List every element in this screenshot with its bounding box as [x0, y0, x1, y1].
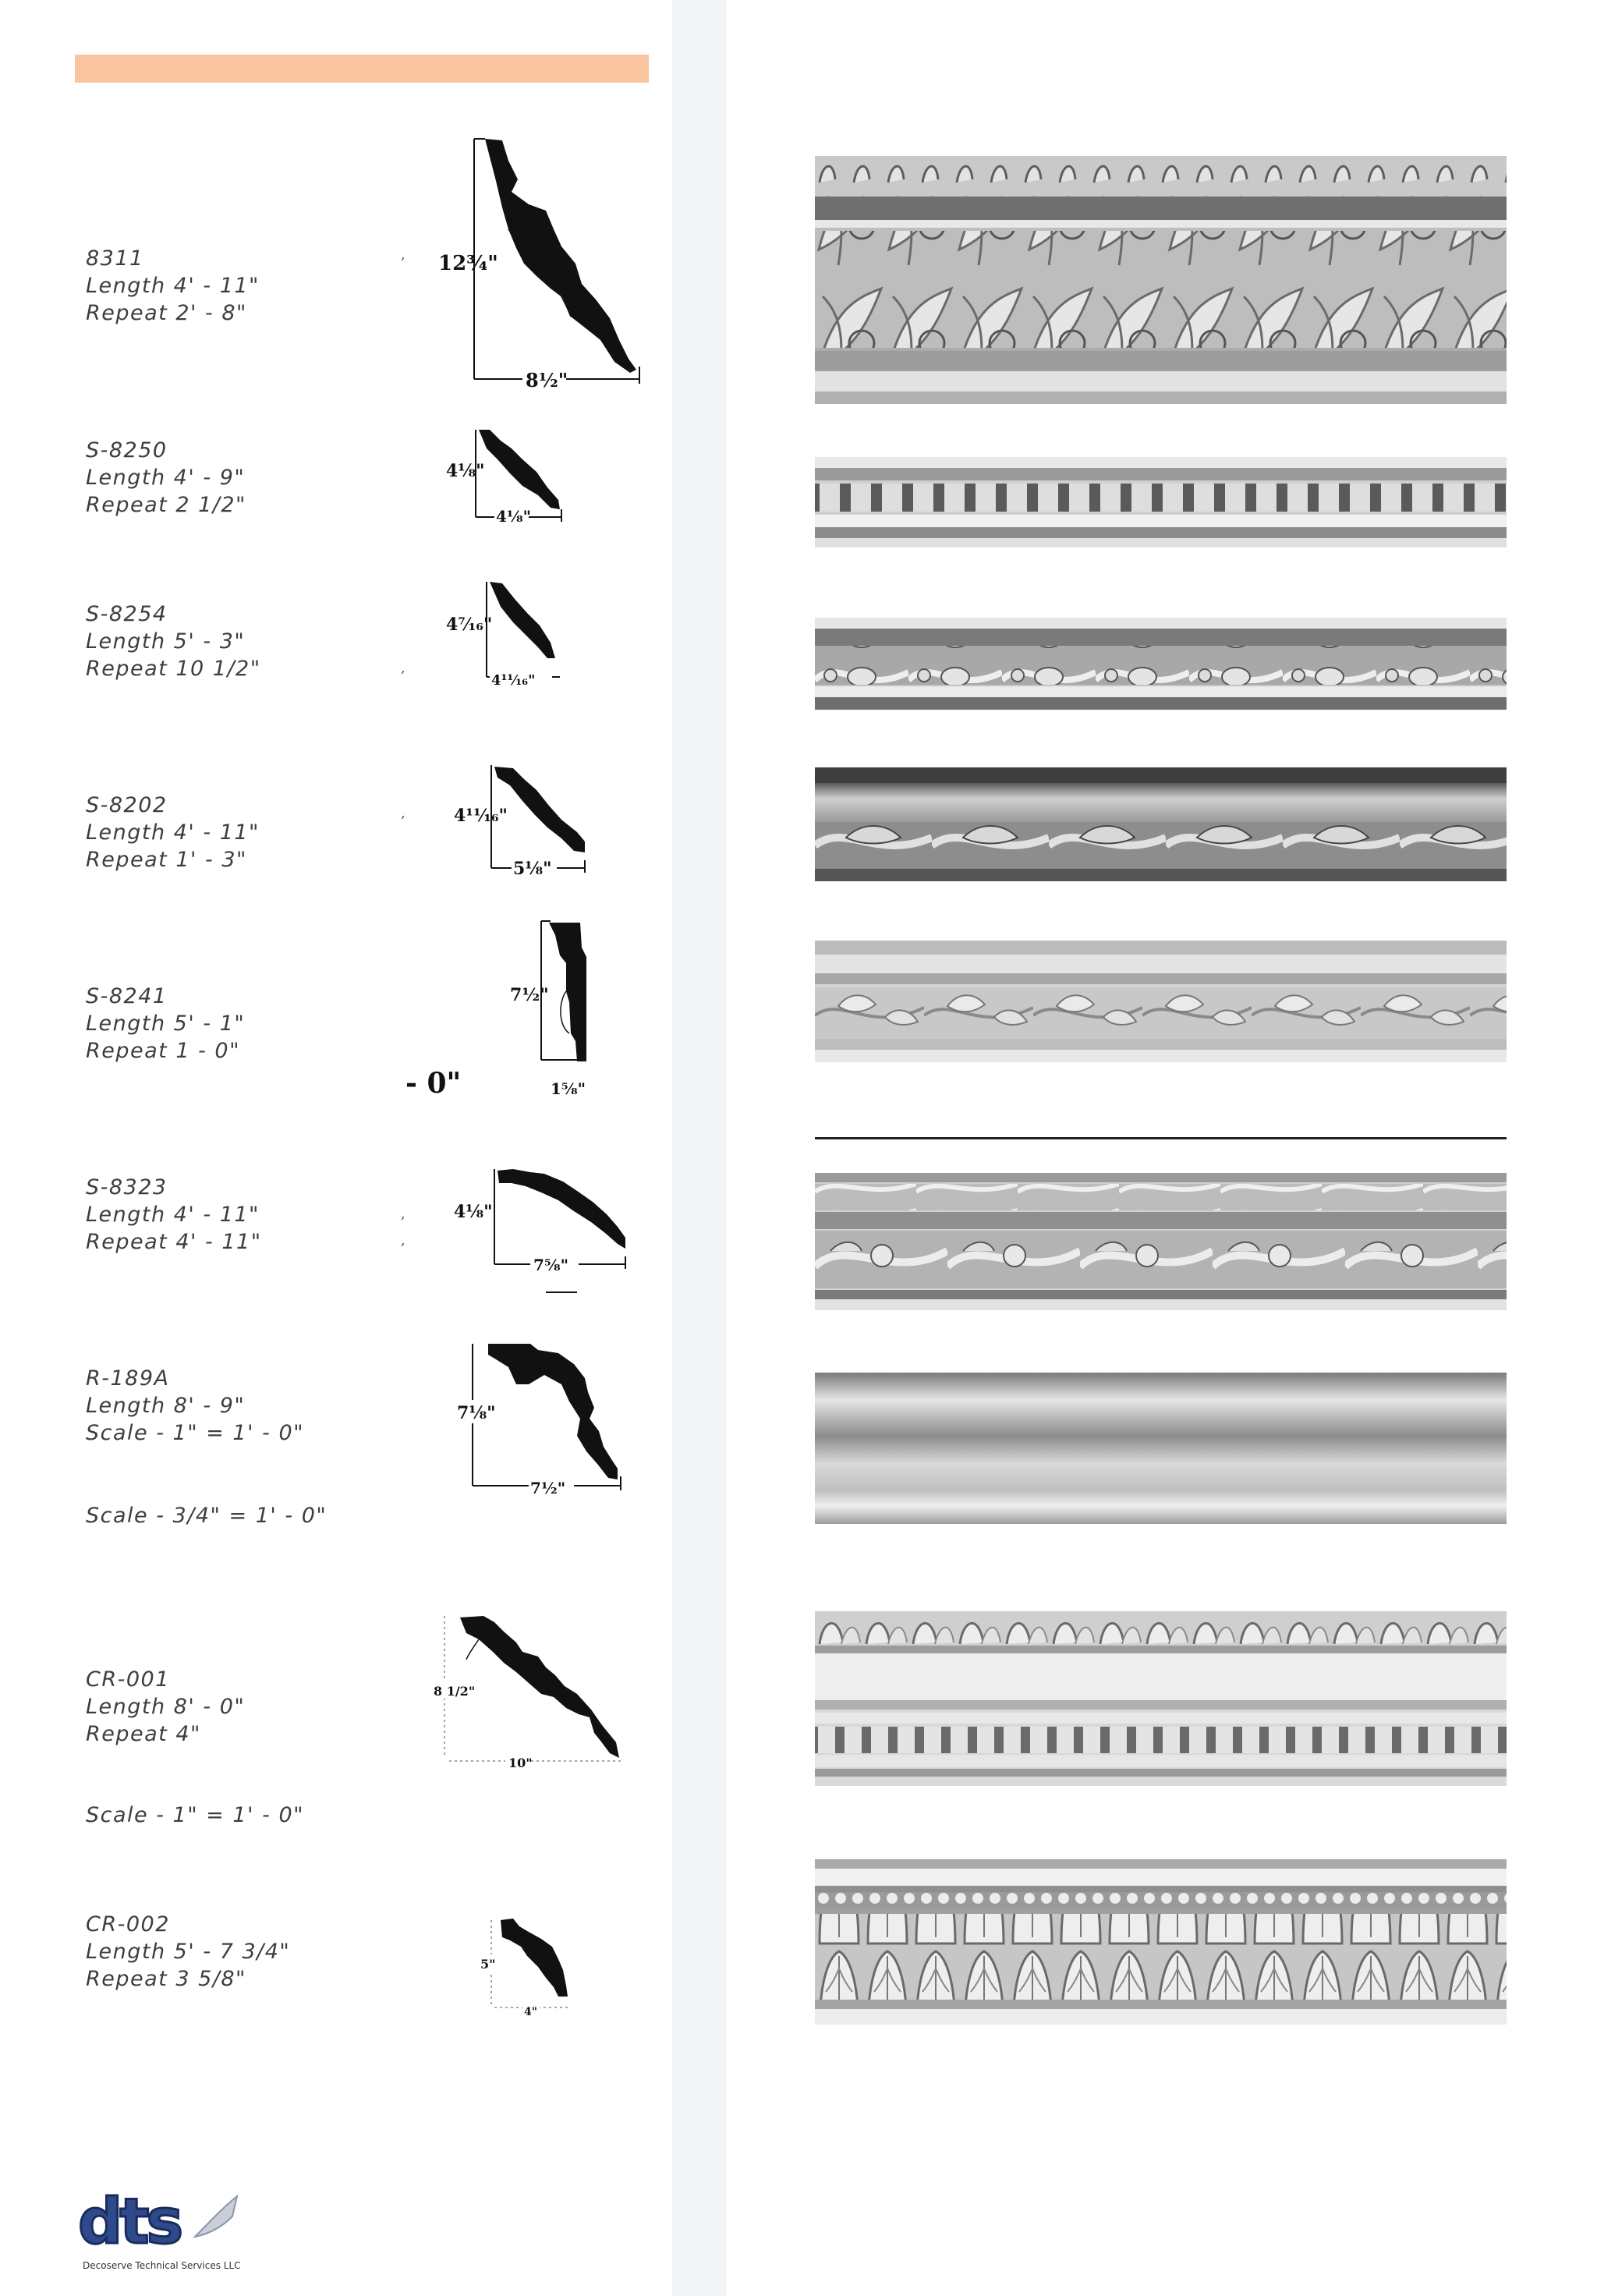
dimension-height: 7⅛" — [457, 1403, 496, 1423]
dimension-width: 4¹¹⁄₁₆" — [491, 672, 536, 689]
product-length: Length 5' - 3" — [86, 629, 246, 654]
product-code: CR-002 — [86, 1912, 170, 1936]
stray-tick: , — [401, 246, 405, 263]
product-length: Length 5' - 1" — [86, 1012, 246, 1036]
moulding-photo-graphic — [815, 618, 1507, 710]
product-length: Length 4' - 11" — [86, 820, 260, 845]
center-gutter — [672, 0, 727, 2296]
dimension-width: 8½" — [526, 369, 568, 392]
product-label-s8254 — [86, 601, 413, 682]
moulding-photo-cr002 — [815, 1859, 1507, 2025]
moulding-photo-s8241 — [815, 941, 1507, 1062]
profile-drawing-s8323 — [452, 1166, 639, 1283]
product-code: CR-001 — [86, 1667, 170, 1692]
product-code: S-8202 — [86, 793, 168, 817]
moulding-photo-graphic — [815, 1611, 1507, 1786]
dimension-height: 4⁷⁄₁₆" — [446, 615, 493, 635]
dimension-width: 10" — [508, 1756, 533, 1770]
profile-drawing-s8254 — [444, 577, 593, 694]
dimension-height: 12¾" — [438, 252, 498, 275]
scale-note-r189a: Scale - 3/4" = 1' - 0" — [86, 1504, 328, 1528]
product-label-s8323 — [86, 1174, 413, 1256]
product-label-8311 — [86, 245, 413, 327]
stray-tick: , — [401, 1232, 405, 1249]
product-repeat: Repeat 10 1/2" — [86, 657, 261, 681]
product-repeat: Repeat 4' - 11" — [86, 1230, 262, 1254]
moulding-photo-s8254 — [815, 618, 1507, 710]
product-scale: Scale - 1" = 1' - 0" — [86, 1421, 305, 1445]
dimension-width: 7½" — [530, 1479, 566, 1497]
product-length: Length 4' - 11" — [86, 1203, 260, 1227]
moulding-photo-s8250 — [815, 457, 1507, 547]
dimension-height: 8 1/2" — [434, 1684, 476, 1699]
logo-wordmark: dts — [78, 2185, 181, 2258]
scale-note-cr001: Scale - 1" = 1' - 0" — [86, 1803, 305, 1827]
dimension-height: 4¹¹⁄₁₆" — [454, 806, 508, 826]
moulding-photo-graphic — [815, 1373, 1507, 1524]
dimension-height: 7½" — [510, 985, 549, 1005]
dimension-height: 4⅛" — [446, 461, 485, 481]
product-code: S-8323 — [86, 1175, 168, 1199]
moulding-photo-r189a — [815, 1373, 1507, 1524]
product-label-cr002 — [86, 1911, 413, 1993]
product-length: Length 4' - 9" — [86, 466, 246, 490]
stray-dimension-text: - 0" — [405, 1067, 462, 1100]
logo-subtitle: Decoserve Technical Services LLC — [83, 2260, 241, 2271]
dimension-width: 7⅝" — [533, 1256, 569, 1274]
product-repeat: Repeat 1' - 3" — [86, 848, 247, 872]
stray-tick: , — [401, 660, 405, 676]
product-label-s8250 — [86, 437, 413, 519]
product-label-cr001 — [86, 1666, 413, 1748]
product-label-s8241 — [86, 983, 413, 1065]
moulding-photo-graphic — [815, 767, 1507, 881]
stray-tick: , — [401, 805, 405, 821]
profile-drawing-r189a — [452, 1338, 639, 1497]
moulding-photo-s8323 — [815, 1173, 1507, 1310]
company-logo — [75, 2185, 254, 2282]
product-code: R-189A — [86, 1366, 170, 1391]
dimension-width: 5⅛" — [513, 859, 552, 879]
moulding-photo-s8202 — [815, 767, 1507, 881]
profile-drawing-cr002 — [468, 1915, 593, 2017]
profile-drawing-s8241 — [510, 916, 608, 1104]
product-length: Length 4' - 11" — [86, 274, 260, 298]
moulding-photo-graphic — [815, 1173, 1507, 1310]
product-length: Length 5' - 7 3/4" — [86, 1940, 291, 1964]
product-label-r189a — [86, 1365, 413, 1447]
product-repeat: Repeat 3 5/8" — [86, 1967, 246, 1991]
section-divider — [815, 1137, 1507, 1139]
moulding-photo-graphic — [815, 1859, 1507, 2025]
dimension-width: 4⅛" — [496, 507, 532, 526]
product-repeat: Repeat 2 1/2" — [86, 493, 246, 517]
dimension-width: 1⅝" — [551, 1079, 586, 1098]
product-length: Length 8' - 0" — [86, 1695, 246, 1719]
product-length: Length 8' - 9" — [86, 1394, 246, 1418]
product-repeat: Repeat 2' - 8" — [86, 301, 247, 325]
logo-swoosh-icon — [192, 2193, 239, 2240]
product-code: S-8254 — [86, 602, 168, 626]
profile-drawing-s8250 — [444, 425, 585, 526]
product-repeat: Repeat 1 - 0" — [86, 1039, 241, 1063]
dimension-height: 5" — [480, 1957, 496, 1972]
product-repeat: Repeat 4" — [86, 1722, 201, 1746]
profile-drawing-s8202 — [452, 760, 608, 877]
profile-drawing-cr001 — [429, 1608, 639, 1780]
accent-bar — [75, 55, 649, 83]
moulding-photo-cr001 — [815, 1611, 1507, 1786]
moulding-photo-graphic — [815, 457, 1507, 547]
product-code: S-8250 — [86, 438, 168, 462]
product-label-s8202 — [86, 792, 413, 873]
stray-tick: , — [401, 1206, 405, 1222]
dimension-height: 4⅛" — [454, 1202, 493, 1222]
moulding-photo-8311 — [815, 156, 1507, 404]
moulding-photo-graphic — [815, 156, 1507, 404]
dimension-width: 4" — [524, 2006, 538, 2018]
moulding-photo-graphic — [815, 941, 1507, 1062]
profile-drawing-8311 — [437, 133, 655, 398]
product-code: 8311 — [86, 246, 144, 271]
product-code: S-8241 — [86, 984, 168, 1008]
